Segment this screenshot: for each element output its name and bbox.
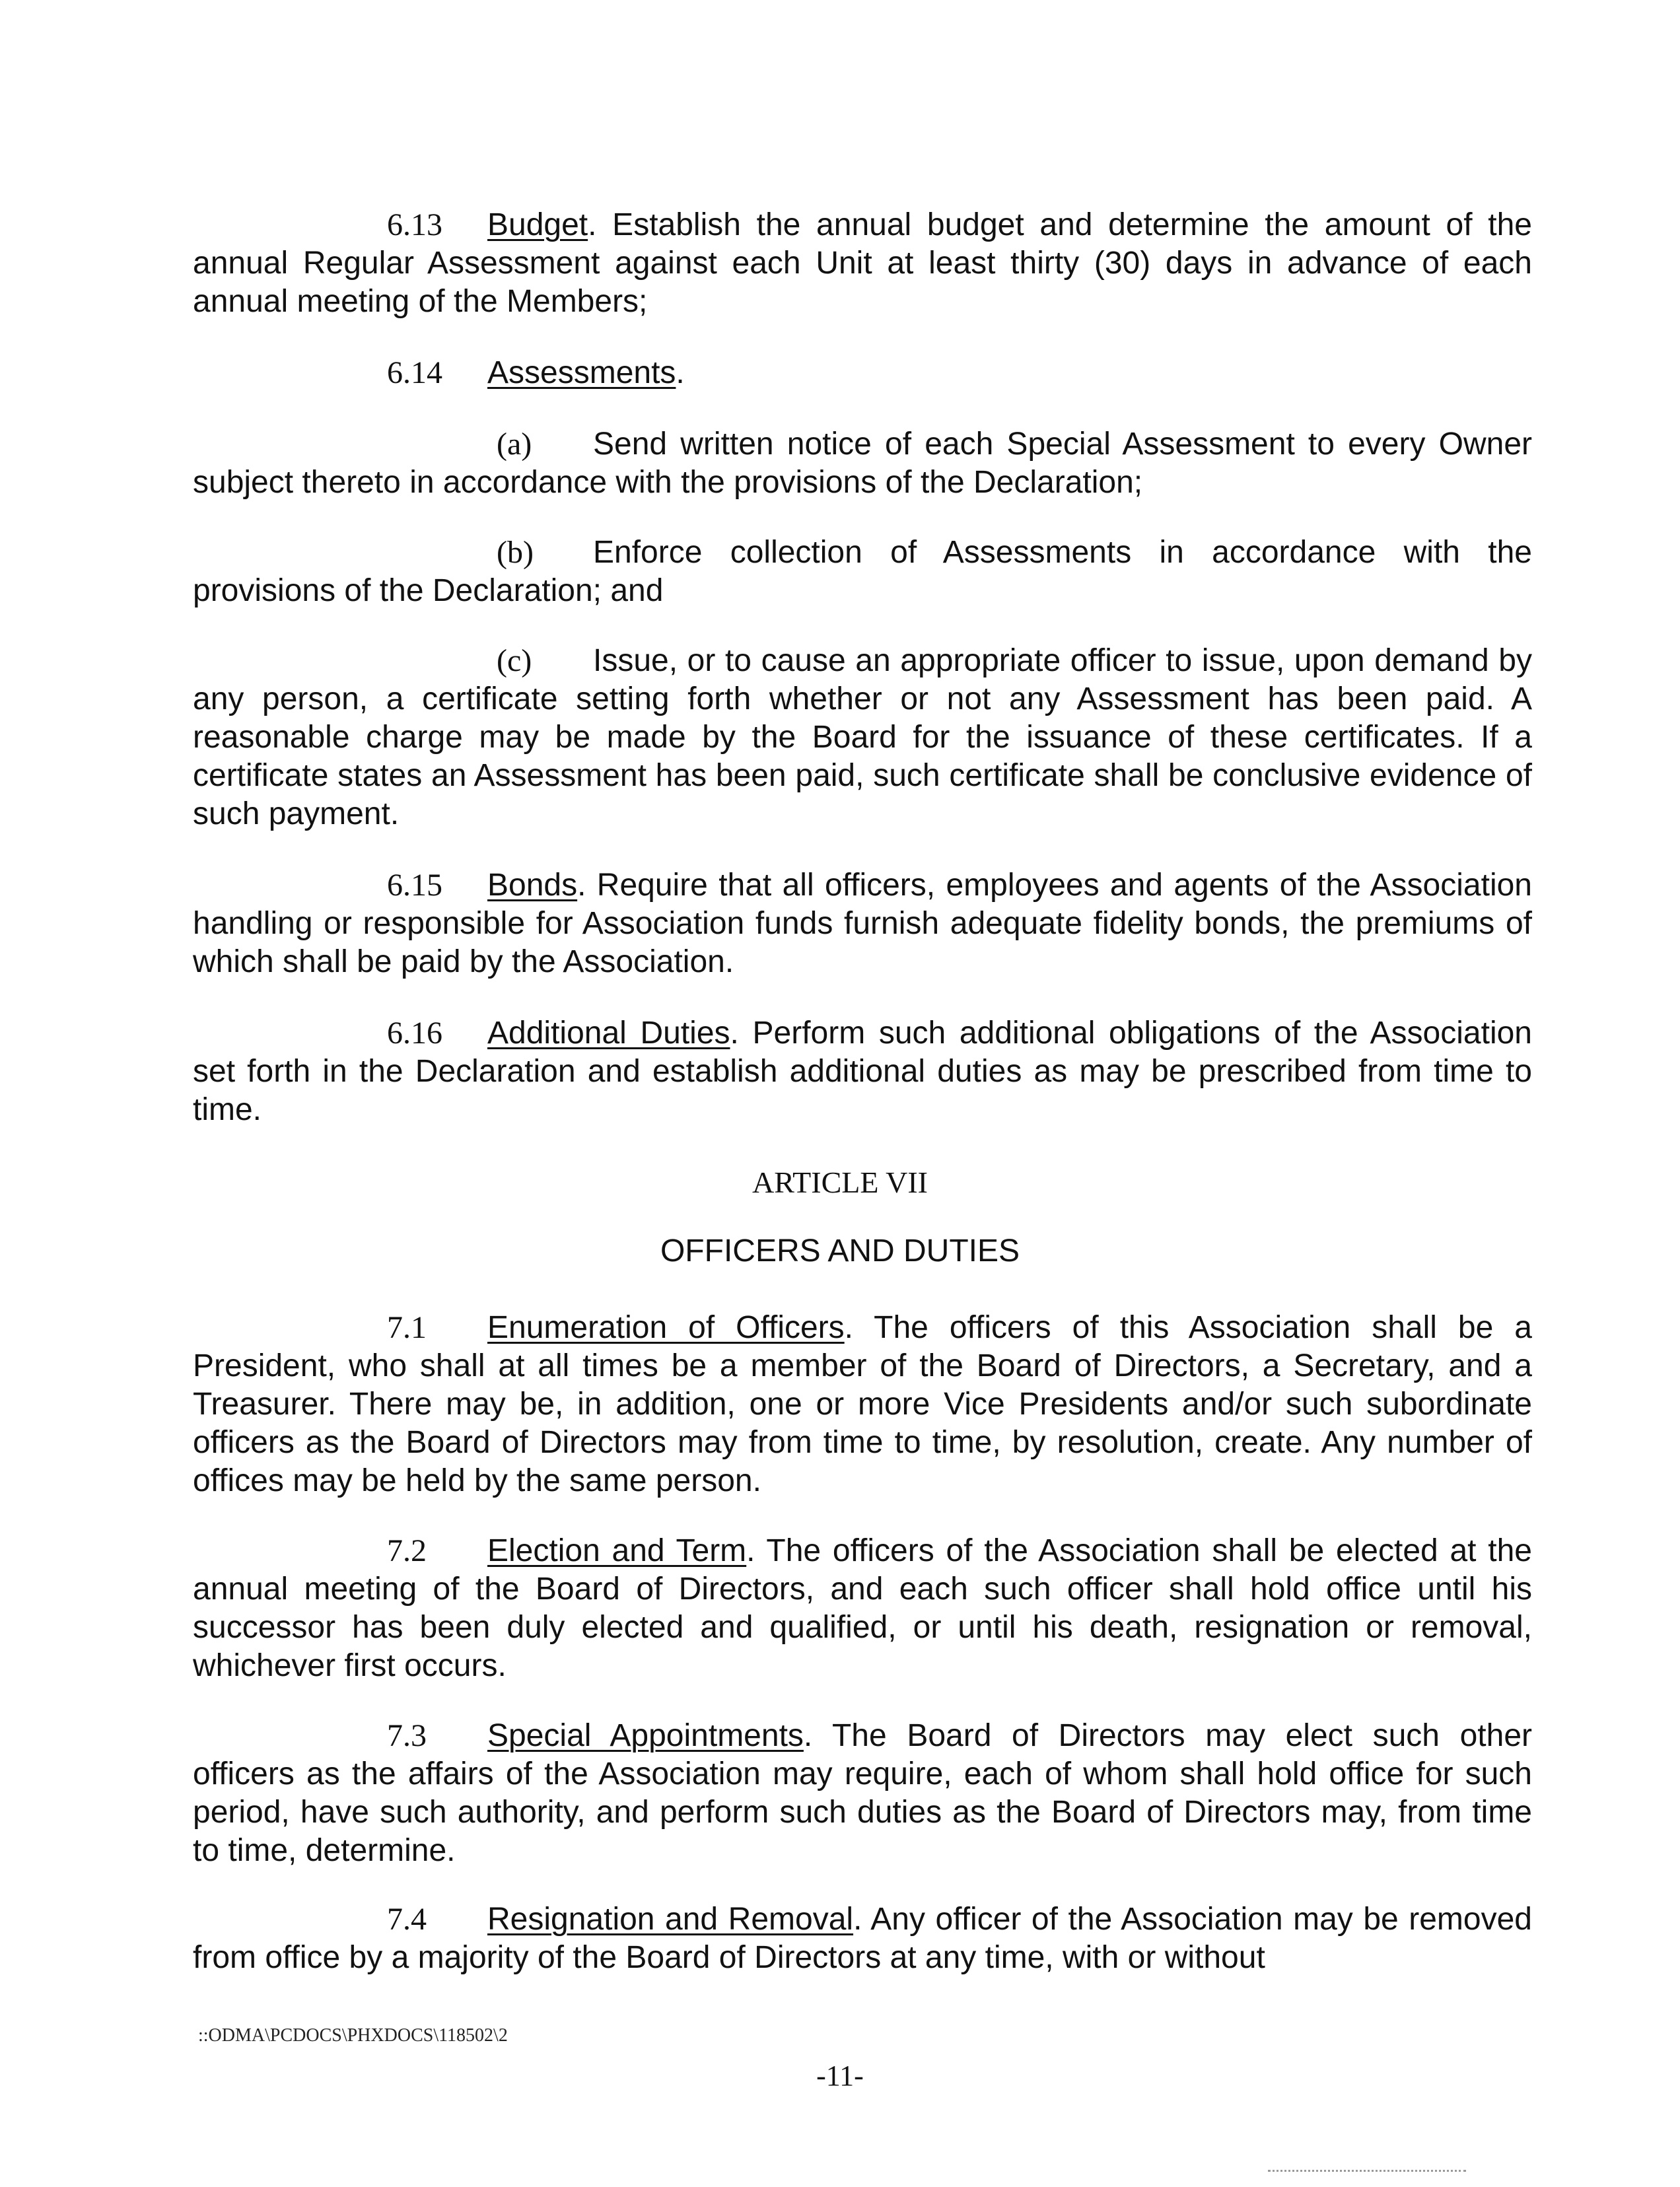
section-heading: Special Appointments (487, 1718, 804, 1753)
subsection-label: (a) (497, 427, 532, 462)
section-7-2 (193, 1532, 1532, 1685)
section-heading: Resignation and Removal (487, 1902, 854, 1937)
article-number: ARTICLE VII (752, 1165, 928, 1199)
section-6-13 (193, 206, 1532, 321)
section-text: . Establish the annual budget and determine the amount of the annual Regular Assessment against each Unit at least thirty (30) days in advance of each annual meeting of the Members; (193, 207, 1532, 319)
article-title: OFFICERS AND DUTIES (660, 1233, 1020, 1268)
section-text: . The Board of Directors may elect such other officers as the affairs of the Association may require, each of whom shall hold office for such period, have such authority, and perform such duties as the Board of Directors may, from time to time, determine. (193, 1718, 1533, 1868)
section-number: 7.2 (387, 1533, 427, 1568)
section-number: 7.3 (387, 1718, 427, 1753)
section-heading: Budget (487, 207, 588, 242)
section-6-15 (193, 866, 1532, 981)
section-text: . Require that all officers, employees and agents of the Association handling or responsible for Association funds furnish adequate fidelity bonds, the premiums of which shall be paid by the Association. (193, 868, 1532, 979)
subsection-text: Send written notice of each Special Assessment to every Owner subject thereto in accordance with the provisions of the Declaration; (193, 427, 1532, 500)
section-heading: Additional Duties (487, 1016, 730, 1051)
section-heading: Bonds (487, 868, 578, 903)
subsection-text: Enforce collection of Assessments in accordance with the provisions of the Declaration; and (193, 535, 1532, 608)
subsection-a (193, 425, 1532, 502)
section-text: . (676, 355, 685, 390)
section-heading: Assessments (487, 355, 676, 390)
section-number: 6.13 (387, 207, 442, 242)
page-number: -11- (816, 2060, 864, 2092)
section-7-3 (193, 1717, 1532, 1870)
section-heading: Election and Term (487, 1533, 747, 1568)
section-text: . The officers of this Association shall be a President, who shall at all times be a member of the Board of Directors, a Secretary, and a Treasurer. There may be, in addition, one or more Vice Presidents and/or such subordinate officers as the Board of Directors may from time to time, by resolution, create. Any number of offices may be held by the same person. (193, 1310, 1533, 1498)
document-id: ::ODMA\PCDOCS\PHXDOCS\118502\2 (198, 2025, 508, 2046)
section-text: . Perform such additional obligations of the Association set forth in the Declaration and establish additional duties as may be prescribed from time to time. (193, 1016, 1532, 1127)
subsection-c (193, 642, 1532, 833)
section-7-4 (193, 1900, 1532, 1977)
subsection-b (193, 534, 1532, 610)
scan-artifact-divider (1268, 2170, 1466, 2172)
section-number: 7.1 (387, 1310, 427, 1345)
section-number: 6.16 (387, 1016, 442, 1051)
section-number: 7.4 (387, 1902, 427, 1937)
section-number: 6.15 (387, 868, 442, 903)
section-heading: Enumeration of Officers (487, 1310, 845, 1345)
section-6-16 (193, 1014, 1532, 1129)
subsection-label: (c) (497, 643, 532, 678)
section-number: 6.14 (387, 355, 442, 390)
subsection-label: (b) (497, 535, 534, 570)
section-6-14 (193, 354, 1532, 392)
subsection-text: Issue, or to cause an appropriate officer to issue, upon demand by any person, a certificate setting forth whether or not any Assessment has been paid. A reasonable charge may be made by the Board for the issuance of these certificates. If a certificate states an Assessment has been paid, such certificate shall be conclusive evidence of such payment. (193, 643, 1532, 831)
section-text: . Any officer of the Association may be removed from office by a majority of the Board of Directors at any time, with or without (193, 1902, 1532, 1975)
section-text: . The officers of the Association shall be elected at the annual meeting of the Board of Directors, and each such officer shall hold office until his successor has been duly elected and qualified, or until his death, resignation or removal, whichever first occurs. (193, 1533, 1532, 1683)
section-7-1 (193, 1309, 1532, 1500)
